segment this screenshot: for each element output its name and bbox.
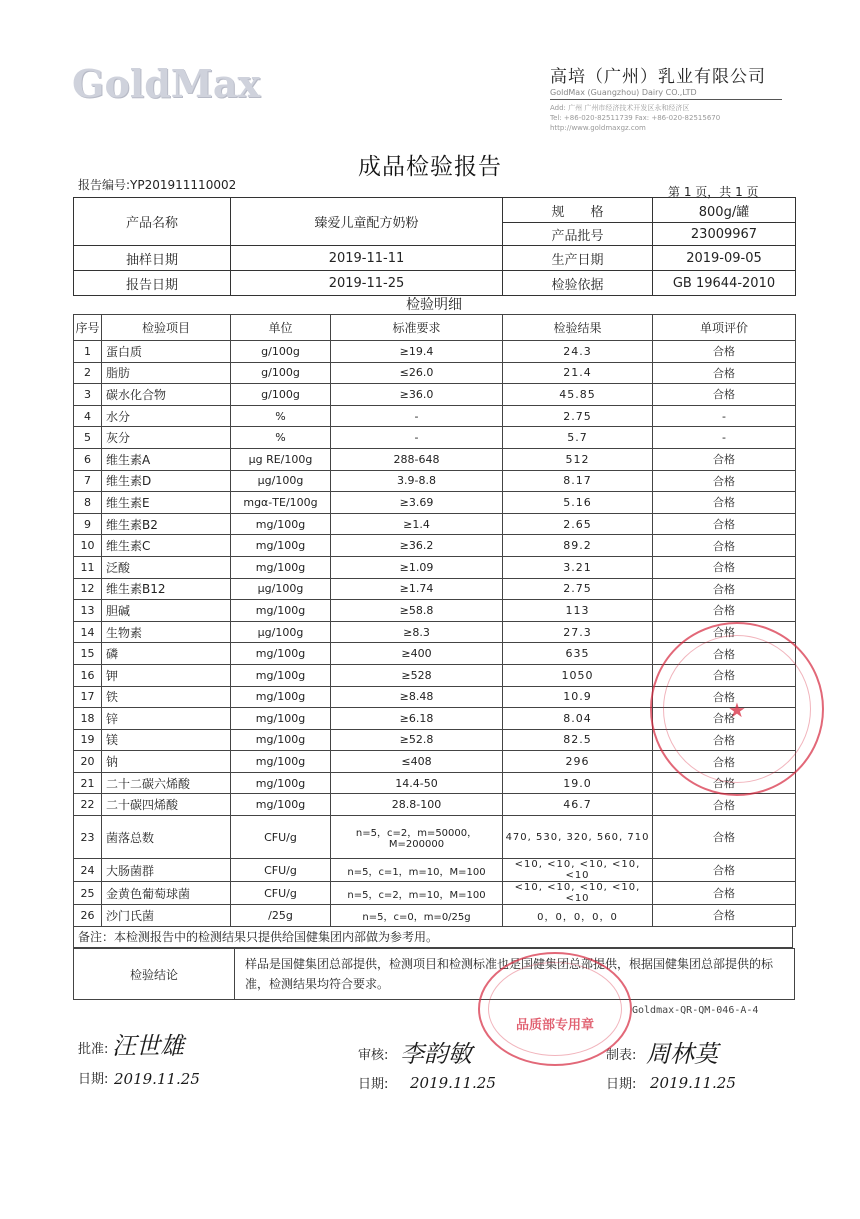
test-result: 2.75 [503, 578, 653, 600]
evaluation: 合格 [653, 794, 796, 816]
row-number: 9 [74, 513, 102, 535]
row-number: 12 [74, 578, 102, 600]
column-header: 标准要求 [331, 315, 503, 341]
prepare-label: 制表: [606, 1048, 637, 1063]
qc-stamp-ring [488, 962, 622, 1056]
test-item: 维生素B2 [102, 513, 231, 535]
standard-requirement: ≥52.8 [331, 729, 503, 751]
test-item: 钠 [102, 751, 231, 773]
standard-requirement: 288-648 [331, 448, 503, 470]
test-result: 5.7 [503, 427, 653, 449]
table-row [74, 448, 796, 470]
test-result: 24.3 [503, 341, 653, 363]
test-item: 铁 [102, 686, 231, 708]
unit: % [231, 405, 331, 427]
test-result: 27.3 [503, 621, 653, 643]
evaluation: 合格 [653, 470, 796, 492]
test-item: 维生素C [102, 535, 231, 557]
test-item: 金黄色葡萄球菌 [102, 882, 231, 905]
test-item: 维生素B12 [102, 578, 231, 600]
prepare-signature: 周林莫 [646, 1040, 718, 1068]
table-row [74, 859, 796, 882]
row-number: 14 [74, 621, 102, 643]
column-header: 单位 [231, 315, 331, 341]
approve-date: 2019.11.25 [114, 1070, 200, 1088]
unit: μg RE/100g [231, 448, 331, 470]
form-code: Goldmax-QR-QM-046-A-4 [632, 1005, 759, 1016]
table-row [74, 405, 796, 427]
product-name-label: 产品名称 [74, 198, 231, 246]
column-header: 检验结果 [503, 315, 653, 341]
evaluation: 合格 [653, 751, 796, 773]
spec-label: 规 格 [503, 198, 653, 223]
batch-label: 产品批号 [503, 223, 653, 246]
row-number: 2 [74, 362, 102, 384]
evaluation: - [653, 405, 796, 427]
evaluation: 合格 [653, 643, 796, 665]
unit: mg/100g [231, 664, 331, 686]
approve-label: 批准: [78, 1042, 109, 1057]
unit: mg/100g [231, 772, 331, 794]
table-row [74, 470, 796, 492]
test-result: 8.17 [503, 470, 653, 492]
test-result: 2.75 [503, 405, 653, 427]
table-row [74, 882, 796, 905]
qc-stamp [478, 952, 632, 1066]
row-number: 26 [74, 905, 102, 927]
unit: mg/100g [231, 751, 331, 773]
unit: mg/100g [231, 535, 331, 557]
company-name-cn: 高培（广州）乳业有限公司 [550, 67, 766, 87]
logo-wordmark: GoldMax [72, 61, 261, 106]
evaluation: 合格 [653, 905, 796, 927]
inspection-detail-table [73, 314, 796, 927]
test-result: 113 [503, 600, 653, 622]
standard-requirement: n=5，c=0，m=0/25g [331, 905, 503, 927]
evaluation: 合格 [653, 882, 796, 905]
table-row [74, 905, 796, 927]
evaluation: 合格 [653, 729, 796, 751]
sampling-date-label: 抽样日期 [74, 246, 231, 271]
test-item: 菌落总数 [102, 816, 231, 859]
company-divider [550, 99, 782, 100]
production-date-value: 2019-09-05 [653, 246, 796, 271]
table-row [74, 513, 796, 535]
test-result: 8.04 [503, 708, 653, 730]
unit: g/100g [231, 341, 331, 363]
table-header-row [74, 315, 796, 341]
unit: mg/100g [231, 600, 331, 622]
company-logo [72, 61, 261, 106]
table-row [74, 535, 796, 557]
row-number: 4 [74, 405, 102, 427]
unit: CFU/g [231, 816, 331, 859]
company-address-line: Add: 广州 广州市经济技术开发区永和经济区 [550, 104, 690, 112]
standard-requirement: ≥19.4 [331, 341, 503, 363]
test-result: 1050 [503, 664, 653, 686]
test-result: 296 [503, 751, 653, 773]
conclusion-label: 检验结论 [74, 949, 235, 1000]
standard-requirement: ≥1.74 [331, 578, 503, 600]
test-result: 512 [503, 448, 653, 470]
test-item: 泛酸 [102, 556, 231, 578]
standard-requirement: ≥528 [331, 664, 503, 686]
company-header [550, 62, 810, 133]
sampling-date-value: 2019-11-11 [231, 246, 503, 271]
table-row [74, 362, 796, 384]
test-item: 维生素A [102, 448, 231, 470]
standard-requirement: - [331, 405, 503, 427]
row-number: 25 [74, 882, 102, 905]
row-number: 10 [74, 535, 102, 557]
table-row [74, 341, 796, 363]
evaluation: 合格 [653, 686, 796, 708]
table-row [74, 384, 796, 406]
evaluation: 合格 [653, 708, 796, 730]
unit: μg/100g [231, 621, 331, 643]
unit: mg/100g [231, 643, 331, 665]
test-result: 10.9 [503, 686, 653, 708]
production-date-label: 生产日期 [503, 246, 653, 271]
batch-value: 23009967 [653, 223, 796, 246]
basis-value: GB 19644-2010 [653, 271, 796, 296]
evaluation: 合格 [653, 859, 796, 882]
standard-requirement: ≤26.0 [331, 362, 503, 384]
row-number: 16 [74, 664, 102, 686]
evaluation: 合格 [653, 578, 796, 600]
row-number: 20 [74, 751, 102, 773]
unit: g/100g [231, 362, 331, 384]
evaluation: 合格 [653, 384, 796, 406]
evaluation: 合格 [653, 816, 796, 859]
unit: % [231, 427, 331, 449]
table-row [74, 556, 796, 578]
prepare-date-label: 日期: [606, 1077, 637, 1092]
test-item: 大肠菌群 [102, 859, 231, 882]
test-item: 胆碱 [102, 600, 231, 622]
company-name-en: GoldMax (Guangzhou) Dairy CO.,LTD [550, 88, 697, 97]
review-signature: 李韵敏 [400, 1040, 472, 1068]
test-item: 灰分 [102, 427, 231, 449]
standard-requirement: ≥400 [331, 643, 503, 665]
row-number: 19 [74, 729, 102, 751]
unit: mg/100g [231, 708, 331, 730]
conclusion-table [73, 948, 795, 1000]
test-item: 生物素 [102, 621, 231, 643]
conclusion-text: 样品是国健集团总部提供，检测项目和检测标准也是国健集团总部提供，根据国健集团总部提供的标准，检测结果均符合要求。 [235, 949, 795, 1000]
standard-requirement: ≥36.2 [331, 535, 503, 557]
report-date-value: 2019-11-25 [231, 271, 503, 296]
company-contact-line: Tel: +86-020-82511739 Fax: +86-020-82515670 [550, 114, 721, 122]
test-result: 19.0 [503, 772, 653, 794]
unit: mg/100g [231, 729, 331, 751]
product-name-value: 臻爱儿童配方奶粉 [231, 198, 503, 246]
standard-requirement: 28.8-100 [331, 794, 503, 816]
unit: CFU/g [231, 859, 331, 882]
standard-requirement: ≥1.09 [331, 556, 503, 578]
test-item: 钾 [102, 664, 231, 686]
evaluation: 合格 [653, 556, 796, 578]
standard-requirement: ≥8.3 [331, 621, 503, 643]
test-result: 2.65 [503, 513, 653, 535]
evaluation: 合格 [653, 492, 796, 514]
row-number: 3 [74, 384, 102, 406]
test-result: 635 [503, 643, 653, 665]
qc-stamp-text: 品质部专用章 [515, 1018, 594, 1033]
report-date-label: 报告日期 [74, 271, 231, 296]
unit: mgα-TE/100g [231, 492, 331, 514]
test-result: <10, <10, <10, <10, <10 [503, 882, 653, 905]
test-item: 蛋白质 [102, 341, 231, 363]
row-number: 13 [74, 600, 102, 622]
test-item: 二十碳四烯酸 [102, 794, 231, 816]
spec-value: 800g/罐 [653, 198, 796, 223]
evaluation: 合格 [653, 341, 796, 363]
product-info-table [73, 197, 796, 296]
evaluation: 合格 [653, 535, 796, 557]
test-result: 470, 530, 320, 560, 710 [503, 816, 653, 859]
test-result: 82.5 [503, 729, 653, 751]
evaluation: 合格 [653, 621, 796, 643]
test-item: 磷 [102, 643, 231, 665]
standard-requirement: 14.4-50 [331, 772, 503, 794]
table-row [74, 578, 796, 600]
table-row [74, 600, 796, 622]
unit: /25g [231, 905, 331, 927]
unit: mg/100g [231, 794, 331, 816]
row-number: 6 [74, 448, 102, 470]
table-row [74, 794, 796, 816]
test-result: 46.7 [503, 794, 653, 816]
standard-requirement: ≥58.8 [331, 600, 503, 622]
row-number: 1 [74, 341, 102, 363]
standard-requirement: ≥1.4 [331, 513, 503, 535]
evaluation: 合格 [653, 600, 796, 622]
test-item: 碳水化合物 [102, 384, 231, 406]
test-item: 二十二碳六烯酸 [102, 772, 231, 794]
review-date-label: 日期: [358, 1077, 389, 1092]
report-note: 备注：本检测报告中的检测结果只提供给国健集团内部做为参考用。 [73, 926, 793, 948]
table-row [74, 816, 796, 859]
unit: μg/100g [231, 470, 331, 492]
detail-section-title: 检验明细 [406, 297, 462, 313]
standard-requirement: n=5，c=2，m=50000，M=200000 [331, 816, 503, 859]
row-number: 22 [74, 794, 102, 816]
standard-requirement: n=5，c=2，m=10，M=100 [331, 882, 503, 905]
standard-requirement: ≤408 [331, 751, 503, 773]
unit: mg/100g [231, 556, 331, 578]
unit: CFU/g [231, 882, 331, 905]
report-title: 成品检验报告 [358, 154, 502, 180]
approve-date-label: 日期: [78, 1072, 109, 1087]
test-result: 21.4 [503, 362, 653, 384]
test-item: 维生素D [102, 470, 231, 492]
standard-requirement: ≥36.0 [331, 384, 503, 406]
standard-requirement: n=5，c=1，m=10，M=100 [331, 859, 503, 882]
column-header: 检验项目 [102, 315, 231, 341]
test-result: 89.2 [503, 535, 653, 557]
row-number: 7 [74, 470, 102, 492]
test-result: 45.85 [503, 384, 653, 406]
prepare-date: 2019.11.25 [650, 1074, 736, 1092]
unit: μg/100g [231, 578, 331, 600]
test-item: 沙门氏菌 [102, 905, 231, 927]
standard-requirement: ≥8.48 [331, 686, 503, 708]
test-result: 5.16 [503, 492, 653, 514]
table-row [74, 492, 796, 514]
test-item: 维生素E [102, 492, 231, 514]
report-number: 报告编号:YP201911110002 [78, 178, 237, 192]
test-result: <10, <10, <10, <10, <10 [503, 859, 653, 882]
column-header: 单项评价 [653, 315, 796, 341]
test-item: 镁 [102, 729, 231, 751]
evaluation: - [653, 427, 796, 449]
test-result: 3.21 [503, 556, 653, 578]
row-number: 21 [74, 772, 102, 794]
standard-requirement: 3.9-8.8 [331, 470, 503, 492]
table-row [74, 427, 796, 449]
page-indicator: 第 1 页，共 1 页 [668, 185, 759, 199]
row-number: 17 [74, 686, 102, 708]
evaluation: 合格 [653, 513, 796, 535]
evaluation: 合格 [653, 664, 796, 686]
evaluation: 合格 [653, 362, 796, 384]
evaluation: 合格 [653, 448, 796, 470]
test-item: 锌 [102, 708, 231, 730]
company-stamp [650, 622, 824, 796]
standard-requirement: - [331, 427, 503, 449]
basis-label: 检验依据 [503, 271, 653, 296]
row-number: 11 [74, 556, 102, 578]
evaluation: 合格 [653, 772, 796, 794]
review-date: 2019.11.25 [410, 1074, 496, 1092]
company-stamp-star-icon: ★ [728, 698, 746, 722]
column-header: 序号 [74, 315, 102, 341]
test-result: 0，0，0，0，0 [503, 905, 653, 927]
unit: mg/100g [231, 686, 331, 708]
company-website-line: http://www.goldmaxgz.com [550, 124, 646, 132]
unit: g/100g [231, 384, 331, 406]
row-number: 5 [74, 427, 102, 449]
unit: mg/100g [231, 513, 331, 535]
test-item: 脂肪 [102, 362, 231, 384]
standard-requirement: ≥6.18 [331, 708, 503, 730]
row-number: 23 [74, 816, 102, 859]
row-number: 24 [74, 859, 102, 882]
review-label: 审核: [358, 1048, 389, 1063]
row-number: 18 [74, 708, 102, 730]
row-number: 8 [74, 492, 102, 514]
standard-requirement: ≥3.69 [331, 492, 503, 514]
row-number: 15 [74, 643, 102, 665]
approve-signature: 汪世雄 [112, 1032, 184, 1060]
test-item: 水分 [102, 405, 231, 427]
